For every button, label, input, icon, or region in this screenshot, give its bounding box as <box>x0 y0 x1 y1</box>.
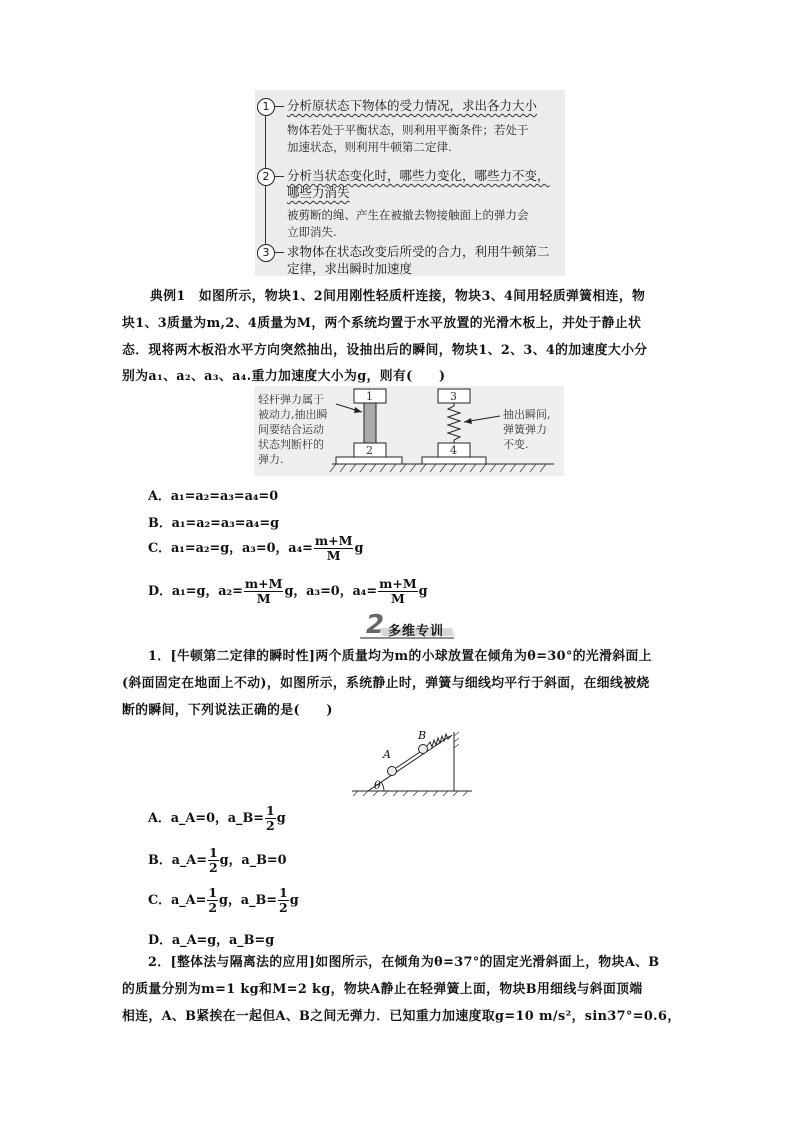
fraction-numerator: 1 <box>208 845 218 860</box>
ball-b-label: B <box>418 729 427 742</box>
example1-line2: 块1、3质量为m,2、4质量为M，两个系统均置于水平放置的光滑木板上，并处于静止状 <box>122 316 642 331</box>
g-symbol: g <box>276 811 286 826</box>
step3-connector <box>275 252 284 253</box>
example1-line4: 别为a₁、a₂、a₃、a₄.重力加速度大小为g，则有( ) <box>122 369 446 384</box>
fraction-numerator: 1 <box>266 803 275 818</box>
example1-option-a: A．a₁=a₂=a₃=a₄=0 <box>148 489 279 504</box>
q1-line1: 1．[牛顿第二定律的瞬时性]两个质量均为m的小球放置在倾角为θ=30°的光滑斜面上 <box>148 649 652 664</box>
fraction-denominator: M <box>256 591 271 606</box>
rod-note-line3: 间要结合运动 <box>258 423 324 436</box>
spring-note-line1: 抽出瞬间, <box>503 408 551 421</box>
q1-line3: 断的瞬间，下列说法正确的是( ) <box>122 703 333 718</box>
half-fraction <box>265 804 276 833</box>
q1-option-c <box>148 886 299 915</box>
fraction-denominator: 2 <box>266 818 275 833</box>
example1-option-c <box>148 534 363 563</box>
q1-option-a <box>148 804 286 833</box>
step1-number: 1 <box>257 98 275 116</box>
fraction-numerator: m+M <box>244 576 283 591</box>
fraction-denominator: M <box>326 548 341 563</box>
half-fraction <box>207 886 218 915</box>
fraction-denominator: M <box>390 591 405 606</box>
q2-line1: 2．[整体法与隔离法的应用]如图所示，在倾角为θ=37°的固定光滑斜面上，物块A、B <box>148 955 660 970</box>
option-c-prefix: C．a₁=a₂=g，a₃=0，a₄= <box>148 541 313 556</box>
fraction-denominator: 2 <box>208 900 218 915</box>
step1-note-line1: 物体若处于平衡状态，则利用平衡条件；若处于 <box>287 123 529 137</box>
step2-note-line2: 立即消失. <box>287 225 337 239</box>
angle-theta-label: θ <box>374 779 381 792</box>
example1-line3: 态．现将两木板沿水平方向突然抽出，设抽出后的瞬间，物块1、2、3、4的加速度大小分 <box>122 343 648 358</box>
option-d-fraction-1 <box>244 577 284 606</box>
option-c-suffix: g <box>354 541 364 556</box>
q1-option-b-prefix: B．a_A= <box>148 853 207 868</box>
incline-diagram <box>350 728 474 796</box>
q1-option-b <box>148 846 287 875</box>
block-1-label: 1 <box>366 390 373 403</box>
spring-note-line2: 弹簧弹力 <box>503 423 547 436</box>
rod-note-line1: 轻杆弹力属于 <box>258 393 324 406</box>
banner-label: 多维专训 <box>388 624 445 639</box>
q2-line3: 相连，A、B紧挨在一起但A、B之间无弹力．已知重力加速度取g=10 m/s²，sin37°=0.6， <box>122 1009 681 1024</box>
example1-line1: 典例1 如图所示，物块1、2间用刚性轻质杆连接，物块3、4间用轻质弹簧相连，物 <box>150 289 646 304</box>
fraction-numerator: 1 <box>279 885 288 900</box>
q1-option-c-middle: g，a_B= <box>219 893 278 908</box>
step1-connector <box>275 106 284 107</box>
fraction-denominator: 2 <box>208 860 218 875</box>
rod-note-line5: 弹力. <box>258 453 284 466</box>
half-fraction <box>278 886 289 915</box>
step2-number: 2 <box>257 168 275 186</box>
half-fraction <box>208 846 219 875</box>
step3-title-line2: 定律，求出瞬时加速度 <box>287 261 413 276</box>
option-d-suffix: g <box>418 584 428 599</box>
option-c-fraction <box>314 534 354 563</box>
section-banner <box>360 610 454 640</box>
q1-option-d: D．a_A=g，a_B=g <box>148 933 275 948</box>
step1-title: 分析原状态下物体的受力情况，求出各力大小 <box>287 98 538 113</box>
rod-note-line2: 被动力,抽出瞬 <box>258 408 328 421</box>
q1-option-c-prefix: C．a_A= <box>148 893 207 908</box>
option-d-fraction-2 <box>378 577 418 606</box>
q1-option-b-suffix: g，a_B=0 <box>219 853 287 868</box>
block-3-label: 3 <box>450 390 457 403</box>
banner-number: 2 <box>366 610 385 640</box>
step2-note-line1: 被剪断的绳、产生在被撤去物接触面上的弹力会 <box>287 208 529 222</box>
example1-option-b: B．a₁=a₂=a₃=a₄=g <box>148 516 280 531</box>
step3-title-line1: 求物体在状态改变后所受的合力，利用牛顿第二 <box>287 244 550 259</box>
fraction-numerator: m+M <box>379 576 417 591</box>
block-4-label: 4 <box>450 444 457 457</box>
q2-line2: 的质量分别为m=1 kg和M=2 kg，物块A静止在轻弹簧上面，物块B用细线与斜面顶端 <box>122 982 643 997</box>
spring-note-line3: 不变. <box>503 438 529 451</box>
option-d-prefix: D．a₁=g，a₂= <box>148 584 243 599</box>
g-symbol: g <box>289 893 299 908</box>
option-d-middle: g，a₃=0，a₄= <box>284 584 378 599</box>
step1-note-line2: 加速状态，则利用牛顿第二定律. <box>287 140 452 154</box>
q1-line2: (斜面固定在地面上不动)，如图所示，系统静止时，弹簧与细线均平行于斜面，在细线被烧 <box>122 676 650 691</box>
step2-connector <box>275 176 284 177</box>
fraction-numerator: 1 <box>208 885 218 900</box>
block-2-label: 2 <box>366 444 373 457</box>
step2-title-line2: 哪些力消失 <box>287 185 350 200</box>
q1-option-a-prefix: A．a_A=0，a_B= <box>148 811 264 826</box>
step3-number: 3 <box>257 244 275 262</box>
ball-a-label: A <box>383 748 391 761</box>
rod-note-line4: 状态判断杆的 <box>258 438 324 451</box>
example1-option-d <box>148 577 428 606</box>
step2-title-line1: 分析当状态变化时，哪些力变化，哪些力不变， <box>287 168 550 183</box>
fraction-numerator: m+M <box>314 533 353 548</box>
fraction-denominator: 2 <box>279 900 288 915</box>
